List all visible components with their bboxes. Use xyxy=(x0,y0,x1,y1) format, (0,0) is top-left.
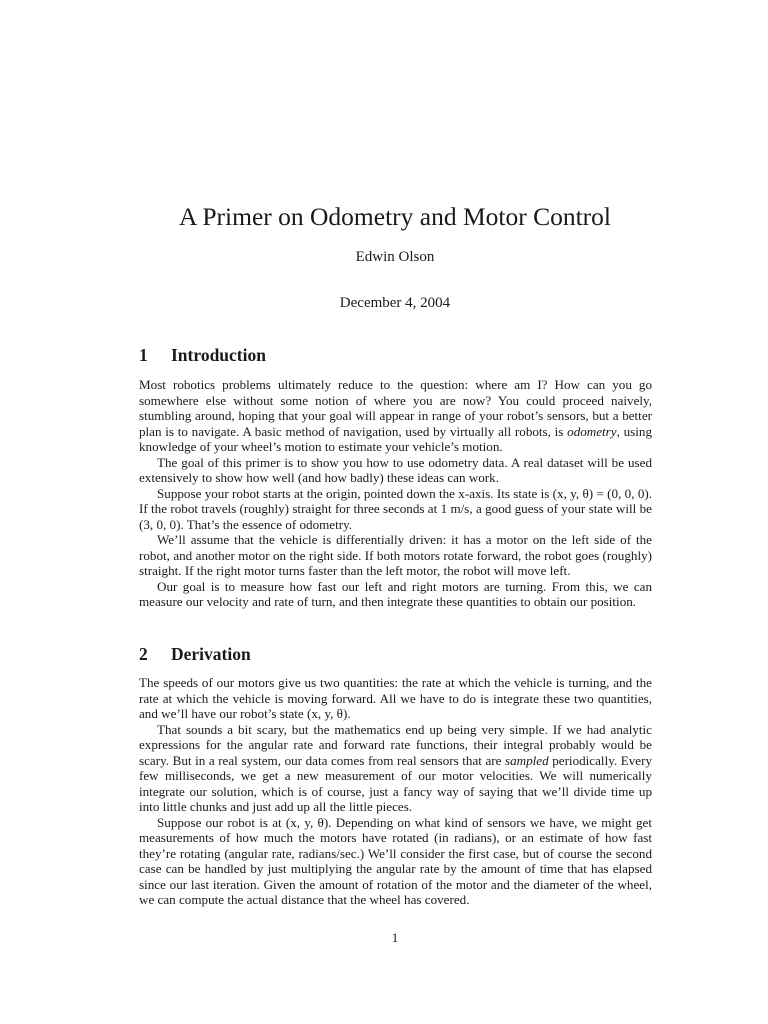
emphasized-term: odometry xyxy=(567,423,617,439)
paragraph-text: periodically. Every few milliseconds, we get a new measurement of our motor velocities. We will numerically integrate our solution, which is of course, just a fancy way of saying that we’ll divide time up into little chunks and just add up all the little pieces. xyxy=(139,752,652,814)
page-number: 1 xyxy=(391,930,399,945)
author-name: Edwin Olson xyxy=(355,249,435,265)
paragraph: We’ll assume that the vehicle is differentially driven: it has a motor on the left side of the robot, and another motor on the right side. If both motors rotate forward, the robot goes (roughly) straight. If the right motor turns faster than the left motor, the robot will move left. xyxy=(139,532,652,578)
section-number: 2 xyxy=(139,644,148,664)
paper-title: A Primer on Odometry and Motor Control xyxy=(178,202,612,231)
paragraph: Suppose your robot starts at the origin, pointed down the x-axis. Its state is (x, y, θ) = (0, 0, 0). If the robot travels (roughly) straight for three seconds at 1 m/s, a good guess of your state will be (3, 0, 0). That’s the essence of odometry. xyxy=(139,485,652,532)
introduction-body xyxy=(139,377,652,610)
paper-date: December 4, 2004 xyxy=(339,295,451,311)
section-heading-derivation xyxy=(139,644,251,665)
paragraph-text: That sounds a bit scary, but the mathematics end up being very simple. If we had analytic expressions for the angular rate and forward rate functions, their integral probably would be scary. But in a real system, our data comes from real sensors that are xyxy=(139,721,652,768)
paragraph: The goal of this primer is to show you how to use odometry data. A real dataset will be used extensively to show how well (and how badly) these ideas can work. xyxy=(139,454,652,485)
paragraph: Our goal is to measure how fast our left and right motors are turning. From this, we can measure our velocity and rate of turn, and then integrate these quantities to obtain our position. xyxy=(139,578,652,609)
paragraph xyxy=(139,722,652,815)
section-title: Derivation xyxy=(171,644,251,664)
section-heading-introduction xyxy=(139,345,266,366)
paragraph: Suppose our robot is at (x, y, θ). Depending on what kind of sensors we have, we might get measurements of how much the motors have rotated (in radians), or an estimate of how fast they’re rotating (angular rate, radians/sec.) We’ll consider the first case, but of course the second case can be handled by just multiplying the angular rate by the amount of time that has elapsed since our last iteration. Given the amount of rotation of the motor and the diameter of the wheel, we can compute the actual distance that the wheel has covered. xyxy=(139,814,652,907)
paragraph xyxy=(139,377,652,455)
paragraph-text: , using knowledge of your wheel’s motion to estimate your vehicle’s motion. xyxy=(139,423,652,454)
derivation-body xyxy=(139,675,652,908)
section-number: 1 xyxy=(139,345,148,365)
paragraph-text: Most robotics problems ultimately reduce to the question: where am I? How can you go somewhere else without some notion of where you are now? You could proceed naively, stumbling around, hoping that your goal will appear in range of your robot’s sensors, but a better plan is to navigate. A basic method of navigation, used by virtually all robots, is xyxy=(139,377,652,439)
paragraph: The speeds of our motors give us two quantities: the rate at which the vehicle is turning, and the rate at which the vehicle is moving forward. All we have to do is integrate these two quantities, and we’ll have our robot’s state (x, y, θ). xyxy=(139,675,652,721)
section-title: Introduction xyxy=(171,345,266,365)
emphasized-term: sampled xyxy=(505,752,549,768)
